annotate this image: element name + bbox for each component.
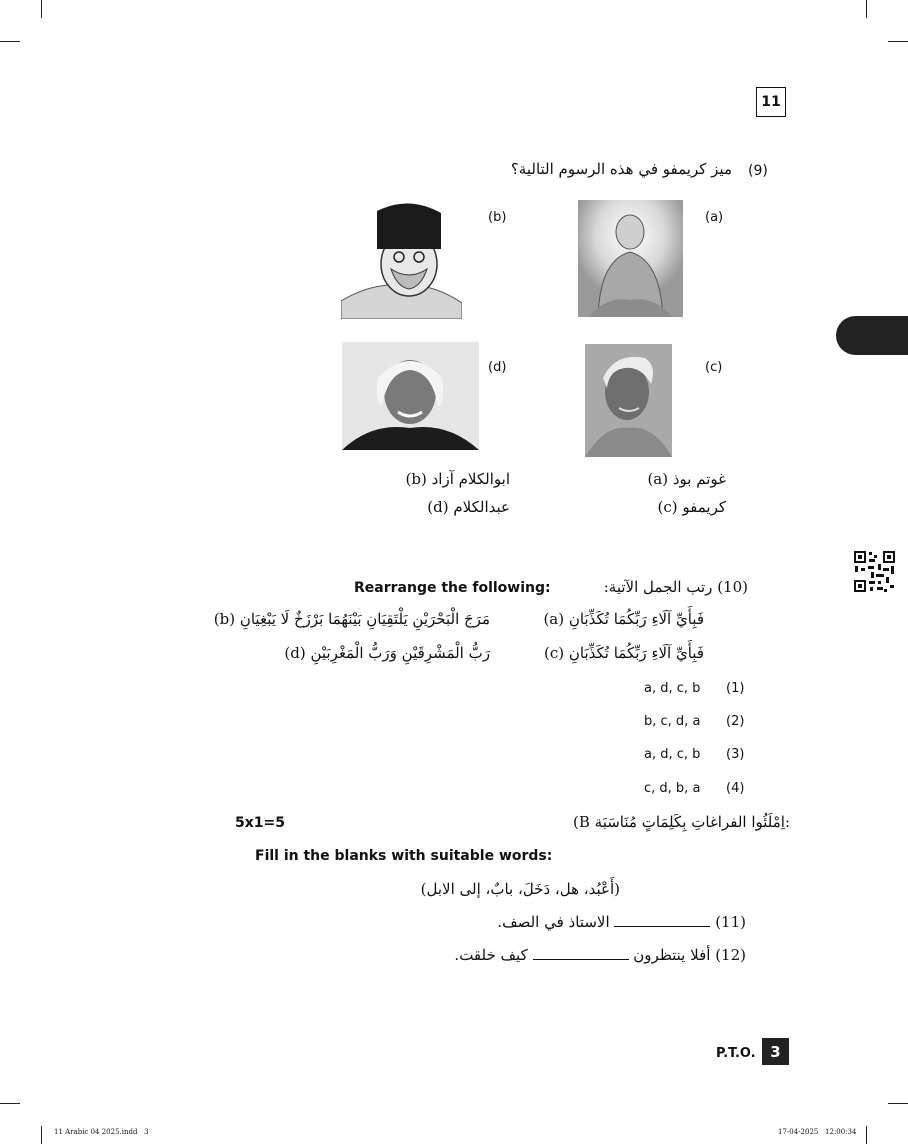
option-text: عبدالكلام	[453, 498, 510, 516]
q10-number: (10)	[717, 578, 748, 596]
q10-choice-4: c, d, b, a (4)	[644, 781, 745, 796]
q10-item-d: (d) رَبُّ الْمَشْرِقَيْنِ وَرَبُّ الْمَغْرِبَيْنِ	[284, 644, 490, 662]
q10-choice-2: b, c, d, a (2)	[644, 714, 745, 729]
section-b-marks: 5x1=5	[235, 815, 285, 831]
image-label-d: (d)	[488, 360, 507, 375]
option-text: ابوالكلام آزاد	[431, 470, 510, 488]
q11-blank[interactable]	[614, 914, 710, 927]
footer-timestamp: 17-04-2025 12:00:34	[778, 1128, 857, 1136]
crop-mark	[0, 41, 20, 42]
pto-label: P.T.O.	[716, 1046, 756, 1061]
crop-mark	[888, 41, 908, 42]
q12: (12) أفلا ينتظرون كيف خلقت.	[454, 946, 746, 964]
option-label: (c)	[657, 498, 678, 516]
page-number-box	[762, 1038, 789, 1065]
portrait-d	[342, 342, 479, 450]
q10-choice-3: a, d, c, b (3)	[644, 747, 745, 762]
q10-instruction-en: Rearrange the following:	[354, 580, 551, 596]
crop-mark	[866, 1126, 867, 1144]
crop-mark	[888, 1103, 908, 1104]
q10-item-b: (b) مَرَجَ الْبَحْرَيْنِ يَلْتَقِيَانِ بَيْنَهُمَا بَرْزَخٌ لَا يَبْغِيَانِ	[213, 610, 490, 628]
q10-instruction-ar: (10) رتب الجمل الآتية:	[603, 578, 748, 596]
footer-file-info: 11 Arabic 04 2025.indd 3	[54, 1128, 149, 1136]
q9-number: (9)	[748, 163, 768, 179]
qr-code	[853, 550, 896, 593]
section-b-title: (B اِمْلَئُوا الفراغاتِ بِكَلِمَاتٍ مُنَاسَبَة:	[573, 813, 790, 831]
crop-mark	[41, 0, 42, 18]
option-label: (d)	[427, 498, 449, 516]
q9-option-d	[310, 498, 510, 516]
image-label-c: (c)	[705, 360, 723, 375]
portrait-c	[585, 344, 672, 457]
image-label-b: (b)	[488, 210, 507, 225]
q10-item-a: (a) فَبِأَيِّ آلَاءِ رَبِّكُمَا تُكَذِّبَانِ	[543, 610, 704, 628]
crop-mark	[0, 1103, 20, 1104]
portrait-b	[341, 199, 462, 319]
portrait-a	[578, 200, 683, 317]
q10-choice-1: a, d, c, b (1)	[644, 681, 745, 696]
side-tab	[836, 316, 908, 355]
class-number-box	[756, 87, 786, 117]
q9-question: ميز كريمفو في هذه الرسوم التالية؟	[510, 160, 732, 178]
page-number: 3	[770, 1042, 781, 1061]
crop-mark	[866, 0, 867, 18]
option-text: غوتم بوذ	[672, 470, 726, 488]
class-number: 11	[761, 94, 781, 110]
word-bank: (أَعْبُد، هل، دَخَلَ، بابٌ، إلى الابل)	[420, 880, 620, 898]
q12-number: (12)	[715, 946, 746, 964]
q12-blank[interactable]	[533, 947, 629, 960]
q11-number: (11)	[715, 913, 746, 931]
image-label-a: (a)	[705, 210, 724, 225]
option-label: (a)	[647, 470, 669, 488]
crop-mark	[41, 1126, 42, 1144]
q9-option-b	[310, 470, 510, 488]
option-text: كريمفو	[682, 498, 726, 516]
q11: (11) الاستاذ في الصف.	[497, 913, 746, 931]
section-b-label: (B	[573, 813, 590, 831]
q9-option-a	[526, 470, 726, 488]
q10-item-c: (c) فَبِأَيِّ آلَاءِ رَبِّكُمَا تُكَذِّبَانِ	[543, 644, 704, 662]
option-label: (b)	[405, 470, 427, 488]
q9-option-c	[526, 498, 726, 516]
section-b-instruction-en: Fill in the blanks with suitable words:	[255, 848, 553, 864]
